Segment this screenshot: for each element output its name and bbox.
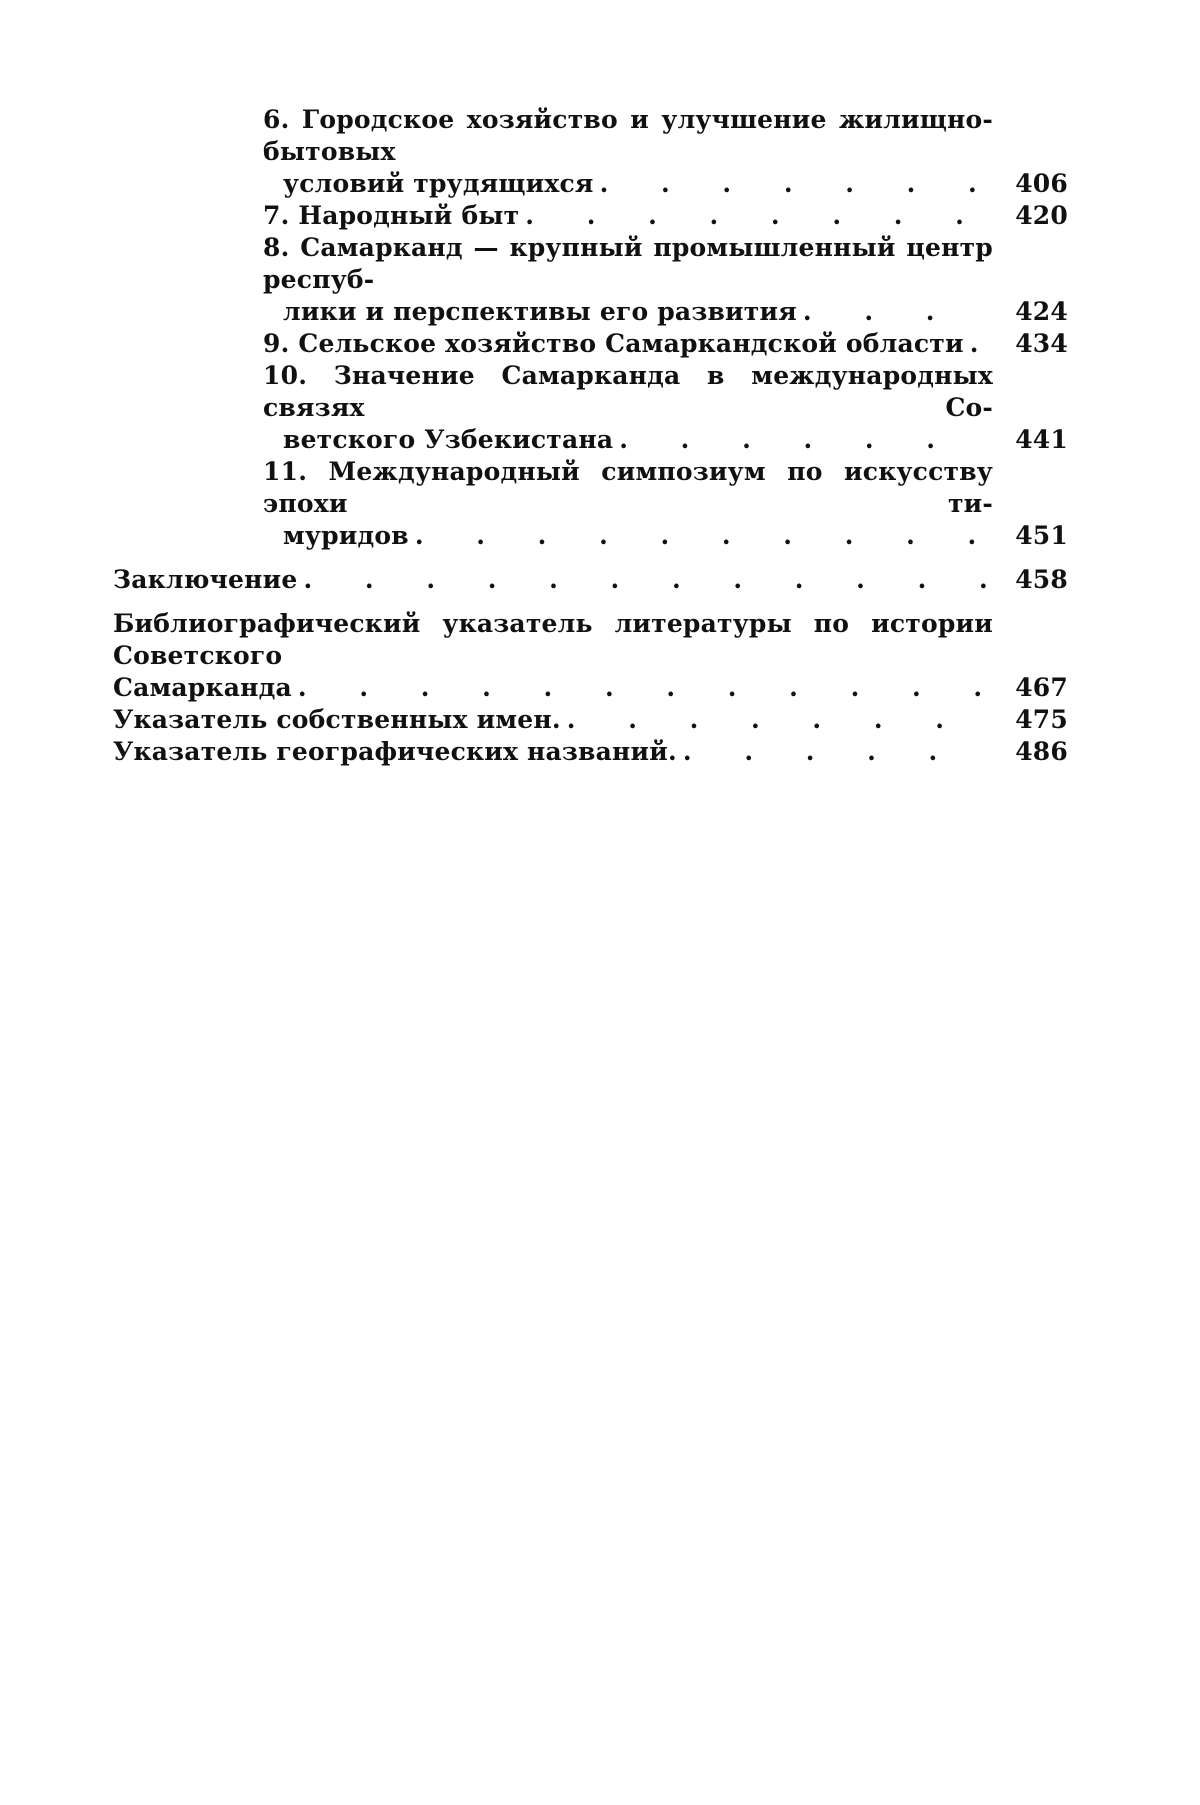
toc-page-number: 441	[1015, 425, 1068, 454]
toc-entry	[263, 456, 1068, 552]
toc-page-number: 451	[1015, 521, 1068, 550]
toc-entry-title: Указатель собственных имен.	[113, 705, 561, 734]
toc-page-number: 424	[1015, 297, 1068, 326]
toc-page-number: 406	[1015, 169, 1068, 198]
toc-entry	[263, 200, 1068, 232]
toc-entry-title-cont: Самарканда	[113, 673, 292, 702]
toc-entry-title-line: 8. Самарканд — крупный промышленный центр респуб-	[263, 233, 993, 294]
toc-entry	[113, 608, 1068, 704]
dot-leader	[600, 168, 988, 200]
dot-leader	[298, 672, 988, 704]
toc-page-number: 434	[1015, 329, 1068, 358]
toc-entry-title: 9. Сельское хозяйство Самаркандской области	[263, 329, 964, 358]
toc-entry-title-cont: условий трудящихся	[283, 169, 594, 198]
toc-entry-title: Указатель географических названий.	[113, 737, 677, 766]
toc-entry-title-line: 6. Городское хозяйство и улучшение жилищно-бытовых	[263, 105, 993, 166]
toc-entry-title-line: Библиографический указатель литературы по истории Советского	[113, 609, 993, 670]
toc-entry	[263, 232, 1068, 328]
toc-page-number: 420	[1015, 201, 1068, 230]
toc-entry-title-cont: ветского Узбекистана	[283, 425, 614, 454]
dot-leader	[619, 424, 988, 456]
toc-entry-title: Заключение	[113, 565, 298, 594]
toc-entry	[113, 704, 1068, 736]
toc-entry	[113, 736, 1068, 768]
toc-entry-title-cont: лики и перспективы его развития	[283, 297, 797, 326]
toc-entry-title-cont: муридов	[283, 521, 409, 550]
dot-leader	[304, 564, 989, 596]
toc-entry	[113, 564, 1068, 596]
dot-leader	[415, 520, 988, 552]
toc-entry	[263, 104, 1068, 200]
toc-page-number: 486	[1015, 737, 1068, 766]
toc-page-number: 467	[1015, 673, 1068, 702]
toc-entry	[263, 360, 1068, 456]
dot-leader	[803, 296, 988, 328]
toc-entry	[263, 328, 1068, 360]
dot-leader	[567, 704, 988, 736]
dot-leader	[970, 328, 988, 360]
toc-page-number: 475	[1015, 705, 1068, 734]
dot-leader	[683, 736, 988, 768]
toc-page-number: 458	[1015, 565, 1068, 594]
table-of-contents	[113, 104, 1068, 768]
dot-leader	[525, 200, 988, 232]
toc-entry-title: 7. Народный быт	[263, 201, 520, 230]
toc-entry-title-line: 11. Международный симпозиум по искусству эпохи ти-	[263, 457, 993, 518]
toc-entry-title-line: 10. Значение Самарканда в международных связях Со-	[263, 361, 993, 422]
